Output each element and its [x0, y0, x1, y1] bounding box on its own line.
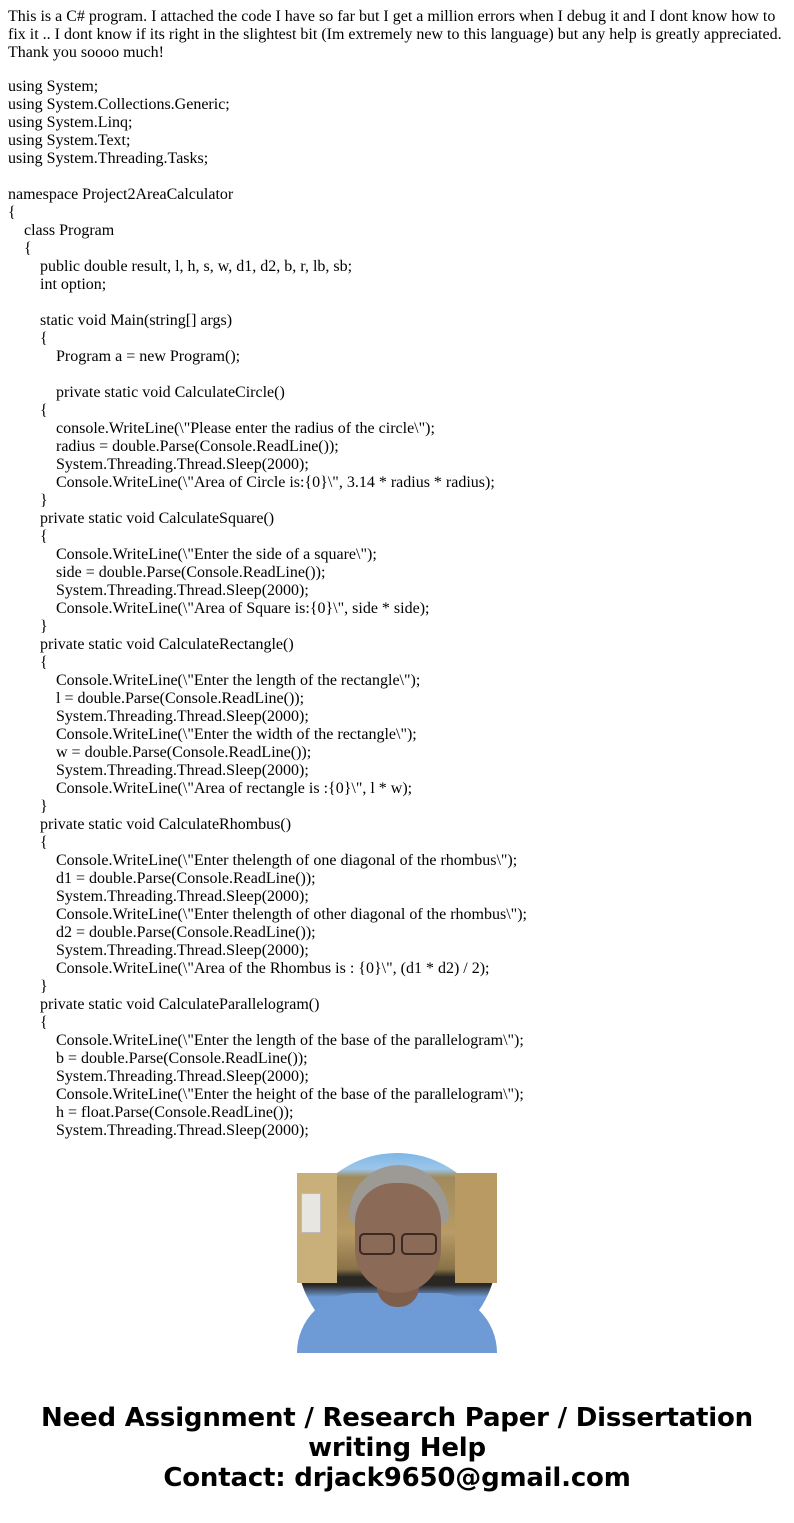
code-line: b = double.Parse(Console.ReadLine());	[56, 1050, 308, 1067]
code-line: {	[40, 834, 48, 851]
code-line: d1 = double.Parse(Console.ReadLine());	[56, 870, 316, 887]
code-line: System.Threading.Thread.Sleep(2000);	[56, 888, 309, 905]
code-blank-line	[8, 366, 788, 384]
code-line: {	[40, 402, 48, 419]
code-line: radius = double.Parse(Console.ReadLine());	[56, 438, 339, 455]
code-line: private static void CalculateRectangle()	[40, 636, 294, 653]
code-blank-line	[8, 168, 788, 186]
code-line: public double result, l, h, s, w, d1, d2, b, r, lb, sb;	[40, 258, 353, 275]
code-line: namespace Project2AreaCalculator	[8, 186, 234, 203]
code-line: Console.WriteLine(\"Enter thelength of other diagonal of the rhombus\");	[56, 906, 527, 923]
code-line: Console.WriteLine(\"Area of rectangle is :{0}\", l * w);	[56, 780, 413, 797]
code-line: Console.WriteLine(\"Area of the Rhombus is : {0}\", (d1 * d2) / 2);	[56, 960, 490, 977]
avatar-background-right	[455, 1173, 497, 1283]
document-body	[8, 8, 788, 1139]
code-line: Console.WriteLine(\"Enter the side of a square\");	[56, 546, 377, 563]
avatar-wall-switch	[301, 1193, 321, 1233]
code-line: private static void CalculateParallelogram()	[40, 996, 320, 1013]
code-line: d2 = double.Parse(Console.ReadLine());	[56, 924, 316, 941]
code-line: {	[40, 654, 48, 671]
code-line: {	[40, 528, 48, 545]
code-line: class Program	[24, 222, 115, 239]
code-line: private static void CalculateSquare()	[40, 510, 275, 527]
code-line: w = double.Parse(Console.ReadLine());	[56, 744, 312, 761]
code-line: System.Threading.Thread.Sleep(2000);	[56, 582, 309, 599]
code-line: Console.WriteLine(\"Enter thelength of one diagonal of the rhombus\");	[56, 852, 518, 869]
code-line: h = float.Parse(Console.ReadLine());	[56, 1104, 294, 1121]
code-line: {	[8, 204, 16, 221]
code-line: using System.Text;	[8, 132, 131, 149]
code-line: int option;	[40, 276, 107, 293]
promo-footer	[0, 1403, 794, 1493]
code-line: System.Threading.Thread.Sleep(2000);	[56, 1068, 309, 1085]
code-line: Program a = new Program();	[56, 348, 241, 365]
code-line: {	[40, 330, 48, 347]
code-line: }	[40, 798, 48, 815]
code-line: }	[40, 492, 48, 509]
code-line: System.Threading.Thread.Sleep(2000);	[56, 708, 309, 725]
code-line: System.Threading.Thread.Sleep(2000);	[56, 1122, 309, 1139]
code-line: private static void CalculateCircle()	[56, 384, 285, 401]
code-line: Console.WriteLine(\"Area of Square is:{0}\", side * side);	[56, 600, 430, 617]
code-line: }	[40, 978, 48, 995]
code-blank-line	[8, 294, 788, 312]
code-line: console.WriteLine(\"Please enter the radius of the circle\");	[56, 420, 435, 437]
code-line: Console.WriteLine(\"Enter the length of the base of the parallelogram\");	[56, 1032, 524, 1049]
code-line: Console.WriteLine(\"Enter the height of the base of the parallelogram\");	[56, 1086, 524, 1103]
code-line: Console.WriteLine(\"Area of Circle is:{0}\", 3.14 * radius * radius);	[56, 474, 495, 491]
promo-line-1: Need Assignment / Research Paper / Dissertation	[41, 1403, 753, 1433]
code-line: private static void CalculateRhombus()	[40, 816, 292, 833]
question-text: This is a C# program. I attached the code I have so far but I get a million errors when I debug it and I dont know how to fix it .. I dont know if its right in the slightest bit (Im extremely new to this language) but any help is greatly appreciated. Thank you soooo much!	[8, 8, 782, 61]
code-line: System.Threading.Thread.Sleep(2000);	[56, 762, 309, 779]
code-line: System.Threading.Thread.Sleep(2000);	[56, 456, 309, 473]
code-line: static void Main(string[] args)	[40, 312, 233, 329]
code-line: {	[40, 1014, 48, 1031]
promo-line-2: writing Help	[308, 1433, 486, 1463]
code-line: using System.Collections.Generic;	[8, 96, 230, 113]
glasses-icon	[359, 1233, 437, 1253]
code-line: }	[40, 618, 48, 635]
code-line: using System;	[8, 78, 99, 95]
promo-contact-email: Contact: drjack9650@gmail.com	[163, 1463, 631, 1493]
code-line: Console.WriteLine(\"Enter the width of the rectangle\");	[56, 726, 417, 743]
code-line: l = double.Parse(Console.ReadLine());	[56, 690, 305, 707]
code-line: side = double.Parse(Console.ReadLine());	[56, 564, 326, 581]
avatar	[297, 1153, 497, 1353]
code-line: using System.Linq;	[8, 114, 133, 131]
code-line: System.Threading.Thread.Sleep(2000);	[56, 942, 309, 959]
code-line: using System.Threading.Tasks;	[8, 150, 209, 167]
code-line: Console.WriteLine(\"Enter the length of the rectangle\");	[56, 672, 421, 689]
code-line: {	[24, 240, 32, 257]
code-block	[8, 78, 788, 1139]
